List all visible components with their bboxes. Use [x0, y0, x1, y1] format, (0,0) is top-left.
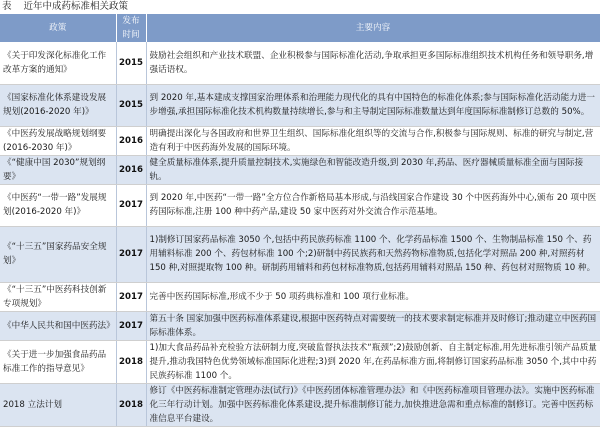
policy-cell: 2018 立法计划: [0, 383, 116, 426]
policy-cell: 《“十三五”中医药科技创新专项规划》: [0, 282, 116, 311]
policy-cell: 《“十三五”国家药品安全规划》: [0, 226, 116, 282]
content-cell: 到 2020 年,中医药“一带一路”全方位合作新格局基本形成,与沿线国家合作建设 30 个中医药海外中心,颁布 20 项中医药国际标准,注册 100 种中药产品,建设 50 家中医药对外交流合作示范基地。: [146, 184, 600, 226]
header-policy: 政策: [0, 14, 116, 42]
policy-cell: 《关于印发深化标准化工作改革方案的通知》: [0, 42, 116, 84]
policy-cell: 《“健康中国 2030”规划纲要》: [0, 155, 116, 184]
year-cell: 2016: [116, 155, 146, 184]
header-year: [116, 14, 146, 42]
caption-title: 近年中成药标准相关政策: [23, 1, 129, 12]
table-row: [0, 340, 600, 383]
table-row: [0, 126, 600, 155]
content-cell: 鼓励社会组织和产业技术联盟、企业积极参与国际标准化活动,争取承担更多国际标准组织技术机构任务和领导职务,增强话语权。: [146, 42, 600, 84]
table-row: [0, 282, 600, 311]
year-cell: 2015: [116, 84, 146, 126]
content-cell: 1)制修订国家药品标准 3050 个,包括中药民族药标准 1100 个、化学药品标准 1500 个、生物制品标准 150 个、药用辅料标准 200 个、药包材标准 100 个;2)研制中药民族药和天然药物标准物质,包括化学对照品 200 种,对照药材 150 种,对照提取物 100 种。研制药用辅料和药包材标准物质,包括药用辅料对照品 150 种、药包材对照物质 10 种。: [146, 226, 600, 282]
header-year-line1: 发布: [122, 16, 140, 26]
policy-table: [0, 14, 600, 427]
content-cell: 完善中医药国际标准,形成不少于 50 项药典标准和 100 项行业标准。: [146, 282, 600, 311]
year-cell: 2018: [116, 383, 146, 426]
table-row: [0, 383, 600, 426]
content-cell: 1)加大食品药品补充检验方法研制力度,突破监督执法技术“瓶颈”;2)鼓励创新、自主制定标准,用先进标准引领产品质量提升,推动我国特色优势领域标准国际化进程;3)到 2020 年,在药品标准方面,将制修订国家药品标准 3050 个,其中中药民族药标准 1100 个。: [146, 340, 600, 383]
content-cell: 健全质量标准体系,提升质量控制技术,实施绿色和智能改造升级,到 2030 年,药品、医疗器械质量标准全面与国际接轨。: [146, 155, 600, 184]
policy-cell: 《中医药“一带一路”发展规划(2016-2020 年)》: [0, 184, 116, 226]
year-cell: 2017: [116, 311, 146, 340]
policy-cell: 《关于进一步加强食品药品标准工作的指导意见》: [0, 340, 116, 383]
policy-cell: 《中医药发展战略规划纲要(2016-2030 年)》: [0, 126, 116, 155]
table-row: [0, 155, 600, 184]
header-content: 主要内容: [146, 14, 600, 42]
content-cell: 明确提出深化与各国政府和世界卫生组织、国际标准化组织等的交流与合作,积极参与国际规则、标准的研究与制定,营造有利于中医药海外发展的国际环境。: [146, 126, 600, 155]
table-row: [0, 311, 600, 340]
table-header-row: [0, 14, 600, 42]
table-row: [0, 226, 600, 282]
year-cell: 2015: [116, 42, 146, 84]
year-cell: 2017: [116, 184, 146, 226]
year-cell: 2017: [116, 226, 146, 282]
content-cell: 到 2020 年,基本建成支撑国家治理体系和治理能力现代化的具有中国特色的标准化体系;参与国际标准化活动能力进一步增强,承担国际标准化技术机构数量持续增长,参与和主导制定国际标准数量达到年度国际标准制修订总数的 50%。: [146, 84, 600, 126]
table-caption: [0, 0, 600, 14]
policy-cell: 《国家标准化体系建设发展规划(2016-2020 年)》: [0, 84, 116, 126]
year-cell: 2016: [116, 126, 146, 155]
year-cell: 2017: [116, 282, 146, 311]
content-cell: 修订《中医药标准制定管理办法(试行)》《中医药团体标准管理办法》和《中医药标准项目管理办法》。实施中医药标准化三年行动计划。加强中医药标准化体系建设,提升标准制修订能力,加快推进急需和重点标准的制修订。完善中医药标准信息平台建设。: [146, 383, 600, 426]
table-row: [0, 42, 600, 84]
caption-label: 表: [2, 1, 12, 12]
content-cell: 第五十条 国家加强中医药标准体系建设,根据中医药特点对需要统一的技术要求制定标准并及时修订;推动建立中医药国际标准体系。: [146, 311, 600, 340]
table-row: [0, 184, 600, 226]
header-year-line2: 时间: [122, 30, 140, 40]
policy-cell: 《中华人民共和国中医药法》: [0, 311, 116, 340]
year-cell: 2018: [116, 340, 146, 383]
table-row: [0, 84, 600, 126]
